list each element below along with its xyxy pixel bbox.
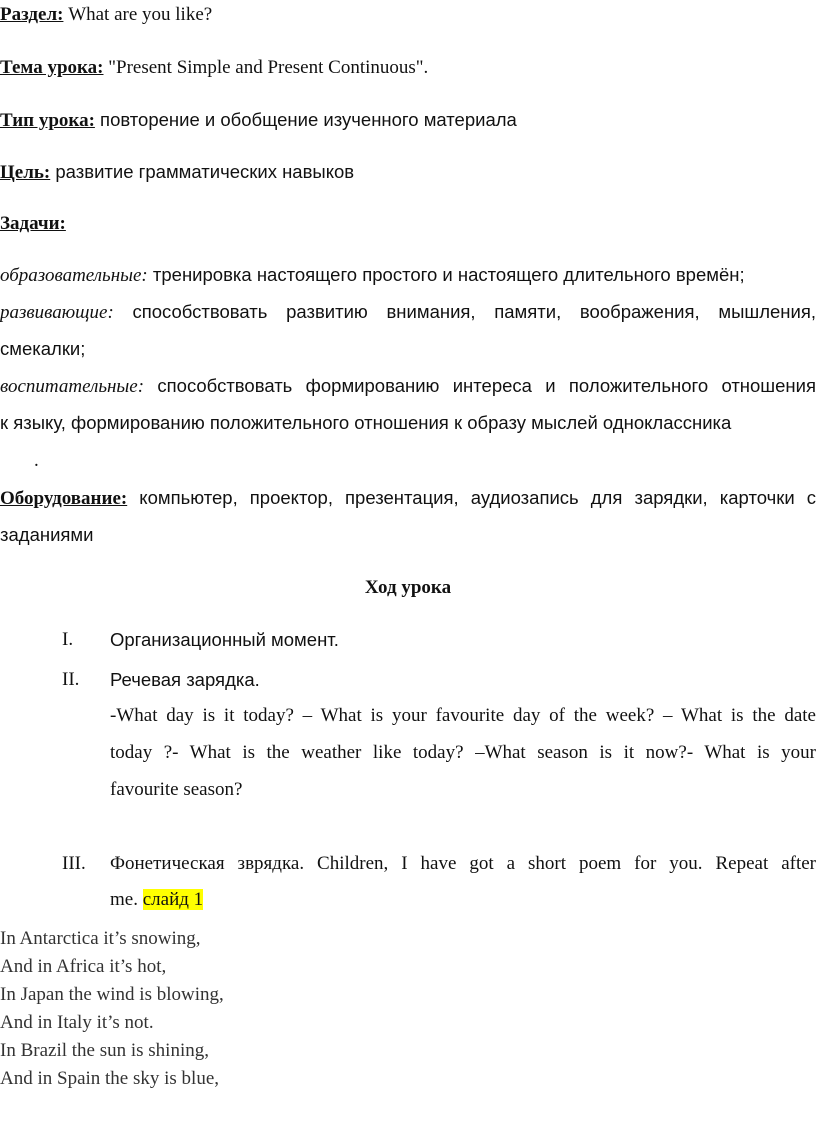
poem-line: And in Spain the sky is blue, <box>0 1068 220 1089</box>
item-text-3: Фонетическая зврядка. Children, I have got a short poem for you. Repeat after <box>110 853 816 874</box>
item-number-3: III. <box>62 853 86 874</box>
poem-line: In Japan the wind is blowing, <box>0 984 224 1005</box>
task-educational <box>0 263 745 288</box>
equipment-line2: заданиями <box>0 524 94 545</box>
task-upbringing-line2: к языку, формированию положительного отношения к образу мыслей одноклассника <box>0 412 732 433</box>
topic-label: Тема урока: <box>0 57 104 78</box>
section-value: What are you like? <box>63 4 213 25</box>
phonetic-line-2-text: me. <box>110 889 143 910</box>
lesson-type-value: повторение и обобщение изученного материала <box>94 109 517 130</box>
task-upbringing-label: воспитательные: <box>0 376 145 397</box>
task-educational-value: тренировка настоящего простого и настоящего длительного времён; <box>147 264 745 285</box>
task-developing-line2: смекалки; <box>0 338 86 359</box>
goal-line <box>0 160 354 185</box>
goal-label: Цель: <box>0 162 51 183</box>
poem-line: And in Africa it’s hot, <box>0 956 167 977</box>
lesson-type-label: Тип урока: <box>0 110 95 131</box>
lesson-title: Ход урока <box>364 577 452 598</box>
section-label: Раздел: <box>0 4 64 25</box>
warmup-line-2: today ?- What is the weather like today? –What season is it now?- What is your <box>110 742 816 763</box>
topic-value: "Present Simple and Present Continuous". <box>103 57 429 78</box>
task-upbringing-value-1: способствовать формированию интереса и положительного отношения <box>144 375 816 396</box>
topic-line <box>0 56 428 80</box>
item-number-2: II. <box>62 669 80 690</box>
task-developing-line1 <box>0 300 816 325</box>
lesson-type-line <box>0 108 517 133</box>
item-text-1: Организационный момент. <box>110 629 339 650</box>
goal-value: развитие грамматических навыков <box>50 161 355 182</box>
equipment-value-1: компьютер, проектор, презентация, аудиозапись для зарядки, карточки с <box>127 487 816 508</box>
tasks-heading <box>0 212 66 236</box>
task-developing-label: развивающие: <box>0 302 114 323</box>
section-line <box>0 3 212 27</box>
task-developing-value-1: способствовать развитию внимания, памяти, воображения, мышления, <box>113 301 816 322</box>
slide-label: слайд 1 <box>142 889 204 910</box>
warmup-line-3: favourite season? <box>110 779 243 800</box>
poem-line: In Antarctica it’s snowing, <box>0 928 201 949</box>
item-number-1: I. <box>62 629 74 650</box>
phonetic-line-2 <box>110 888 203 912</box>
equipment-line1 <box>0 486 816 511</box>
tasks-label: Задачи: <box>0 213 66 234</box>
warmup-line-1: -What day is it today? – What is your favourite day of the week? – What is the date <box>110 705 816 726</box>
poem-line: And in Italy it’s not. <box>0 1012 154 1033</box>
task-upbringing-line1 <box>0 374 816 399</box>
equipment-label: Оборудование: <box>0 488 128 509</box>
item-text-2: Речевая зарядка. <box>110 669 260 690</box>
stray-dot: . <box>34 450 39 471</box>
task-educational-label: образовательные: <box>0 265 148 286</box>
poem-line: In Brazil the sun is shining, <box>0 1040 209 1061</box>
